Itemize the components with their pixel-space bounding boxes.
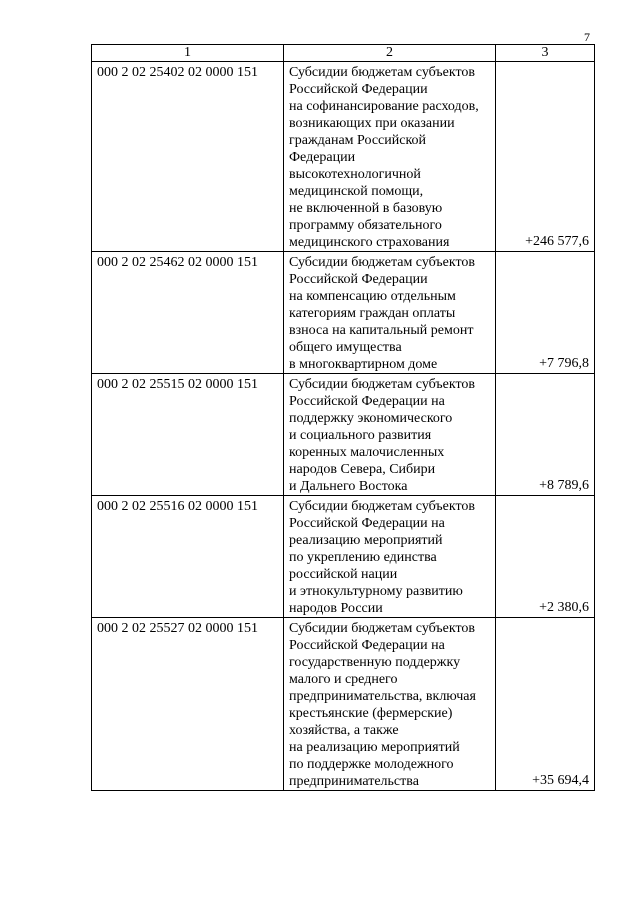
amount: +35 694,4 — [496, 618, 595, 791]
table-row — [92, 62, 595, 252]
description-line: Субсидии бюджетам субъектов — [289, 65, 476, 80]
description-line: медицинского страхования — [289, 235, 450, 250]
description-line: на компенсацию отдельным — [289, 289, 456, 304]
description-line: программу обязательного — [289, 218, 442, 233]
description-line: в многоквартирном доме — [289, 357, 438, 372]
description-line: поддержку экономического — [289, 411, 453, 426]
classification-code: 000 2 02 25515 02 0000 151 — [92, 374, 284, 496]
table-row — [92, 252, 595, 374]
column-header-3: 3 — [496, 45, 595, 62]
table-row — [92, 374, 595, 496]
description-line: предпринимательства, включая — [289, 689, 476, 704]
description — [284, 496, 496, 618]
description — [284, 374, 496, 496]
budget-table — [91, 44, 595, 791]
description-line: Субсидии бюджетам субъектов — [289, 499, 476, 514]
description-line: Российской Федерации — [289, 82, 428, 97]
description-line: не включенной в базовую — [289, 201, 443, 216]
description-line: Субсидии бюджетам субъектов — [289, 255, 476, 270]
description-line: хозяйства, а также — [289, 723, 399, 738]
column-header-2: 2 — [284, 45, 496, 62]
column-header-1: 1 — [92, 45, 284, 62]
description-line: российской нации — [289, 567, 398, 582]
description-line: по поддержке молодежного — [289, 757, 454, 772]
description-line: по укреплению единства — [289, 550, 437, 565]
description-line: коренных малочисленных — [289, 445, 445, 460]
description-line: крестьянские (фермерские) — [289, 706, 453, 721]
description-line: медицинской помощи, — [289, 184, 424, 199]
description-line: Субсидии бюджетам субъектов — [289, 377, 476, 392]
table-row — [92, 496, 595, 618]
description-line: Российской Федерации — [289, 272, 428, 287]
description-line: общего имущества — [289, 340, 402, 355]
description-line: реализацию мероприятий — [289, 533, 443, 548]
amount: +8 789,6 — [496, 374, 595, 496]
description-line: и социального развития — [289, 428, 432, 443]
amount: +246 577,6 — [496, 62, 595, 252]
amount: +2 380,6 — [496, 496, 595, 618]
description — [284, 618, 496, 791]
description-line: и Дальнего Востока — [289, 479, 408, 494]
description-line: на софинансирование расходов, — [289, 99, 479, 114]
description-line: Федерации — [289, 150, 356, 165]
description-line: гражданам Российской — [289, 133, 427, 148]
classification-code: 000 2 02 25527 02 0000 151 — [92, 618, 284, 791]
description-line: предпринимательства — [289, 774, 419, 789]
description-line: народов Севера, Сибири — [289, 462, 436, 477]
table-row — [92, 618, 595, 791]
description-line: высокотехнологичной — [289, 167, 421, 182]
amount: +7 796,8 — [496, 252, 595, 374]
description — [284, 62, 496, 252]
description-line: и этнокультурному развитию — [289, 584, 463, 599]
description-line: категориям граждан оплаты — [289, 306, 456, 321]
description-line: народов России — [289, 601, 383, 616]
description-line: Российской Федерации на — [289, 516, 445, 531]
classification-code: 000 2 02 25402 02 0000 151 — [92, 62, 284, 252]
description-line: Субсидии бюджетам субъектов — [289, 621, 476, 636]
description — [284, 252, 496, 374]
description-line: Российской Федерации на — [289, 394, 445, 409]
description-line: взноса на капитальный ремонт — [289, 323, 474, 338]
header-row — [92, 45, 595, 62]
description-line: возникающих при оказании — [289, 116, 455, 131]
description-line: Российской Федерации на — [289, 638, 445, 653]
classification-code: 000 2 02 25462 02 0000 151 — [92, 252, 284, 374]
description-line: на реализацию мероприятий — [289, 740, 460, 755]
page-number: 7 — [584, 30, 590, 44]
description-line: малого и среднего — [289, 672, 398, 687]
description-line: государственную поддержку — [289, 655, 461, 670]
classification-code: 000 2 02 25516 02 0000 151 — [92, 496, 284, 618]
